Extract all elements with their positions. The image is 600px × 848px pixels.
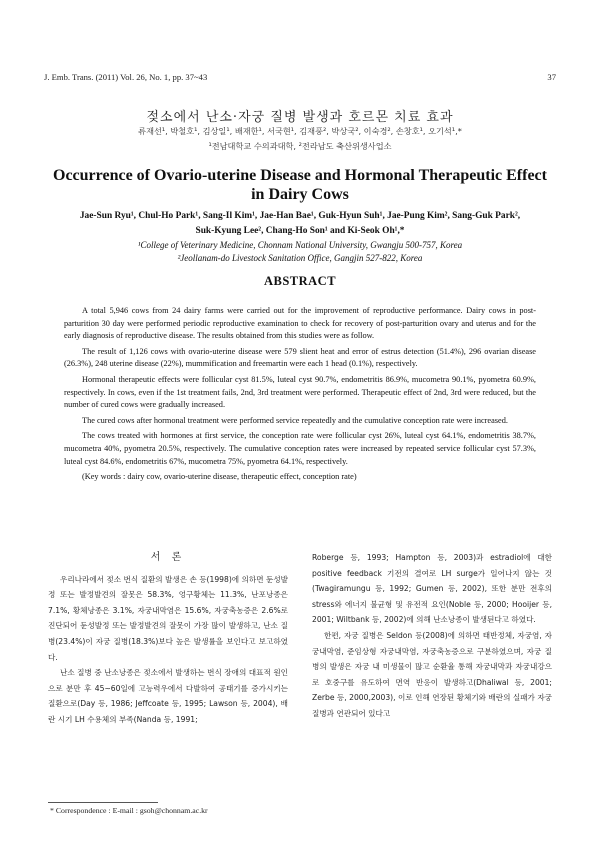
introduction-heading: 서 론 xyxy=(150,552,186,563)
english-title-line-2: in Dairy Cows xyxy=(251,186,349,203)
body-paragraph: Roberge 등, 1993; Hampton 등, 2003)과 estradiol에 대한 positive feedback 기전의 결여로 LH surge가 일어나지 않는 것(Twagiramungu 등, 1992; Gumen 등, 2002), 또한 분만 전후의 stress와 에너지 불균형 및 유전적 요인(Noble 등, 2000; Hooijer 등, 2001; Wiltbank 등, 2002)에 의해 난소낭종이 발생된다고 하였다. xyxy=(312,553,552,625)
abstract-heading: ABSTRACT xyxy=(263,274,337,288)
running-head xyxy=(44,72,556,82)
right-column xyxy=(312,550,552,722)
page-number: 37 xyxy=(547,72,556,82)
korean-affiliations: ¹전남대학교 수의과대학, ²전라남도 축산위생사업소 xyxy=(208,141,392,151)
footnote-divider xyxy=(48,802,158,803)
abstract-paragraph: A total 5,946 cows from 24 dairy farms were carried out for the improvement of reproductive performance. Dairy cows in post-parturition 30 day were performed periodic reproductive examination to check for recovery of post-parturition ovary and uterus and for the early diagnosis of reproductive disease. The results obtained from this studies were as follow. xyxy=(64,306,536,341)
journal-citation: J. Emb. Trans. (2011) Vol. 26, No. 1, pp. 37~43 xyxy=(44,72,208,82)
body-paragraph: 한편, 자궁 질병은 Seldon 등(2008)에 의하면 태반정체, 자궁염, 자궁내막염, 준임상형 자궁내막염, 자궁축농증으로 구분하였으며, 자궁 질병의 발생은 자궁 내 미생물이 많고 순환율 통해 자궁내막과 자궁내강으로 호중구를 유도하여 면역 반응이 발생하고(Dhaliwal 등, 2001; Zerbe 등, 2000,2003), 이로 인해 연장된 황체기와 배란의 실패가 자궁 질병과 연관되어 있다고 xyxy=(312,630,552,718)
english-affiliation-1: ¹College of Veterinary Medicine, Chonnam National University, Gwangju 500-757, Korea xyxy=(137,240,463,250)
english-affiliations xyxy=(0,239,600,265)
english-authors-line-2: Suk-Kyung Lee², Chang-Ho Son¹ and Ki-Seok Oh¹,* xyxy=(195,226,405,236)
english-title xyxy=(0,166,600,204)
abstract-paragraph: The result of 1,126 cows with ovario-uterine disease were 579 slient heat and error of estrus detection (51.4%), 296 ovarian disease (26.3%), 248 uterine disease (22%), mummification and freemartin were each 1 head (0.1%), respectively. xyxy=(64,346,536,369)
abstract-paragraph: The cows treated with hormones at first service, the conception rate were follicular cyst 26%, luteal cyst 64.1%, endometritis 38.7%, mucometra 40%, pyometra 20.5%, respectively. The cumulative conception rates were increased by repeated service follicular cyst 57.3%, luteal cyst 84.6%, endometritis 67%, mucometra 75%, pyometra 64.1%, respectively. xyxy=(64,431,536,466)
body-paragraph: 난소 질병 중 난소낭종은 젖소에서 발생하는 번식 장애의 대표적 원인으로 분만 후 45~60일에 고능력우에서 다발하여 공태기를 증가시키는 질환으로(Day 등, 1986; Jeffcoate 등, 1995; Lawson 등, 2004), 배란 시기 LH 수용체의 부족(Nanda 등, 1991; xyxy=(48,668,288,724)
english-affiliation-2: ²Jeollanam-do Livestock Sanitation Office, Gangjin 527-822, Korea xyxy=(177,253,423,263)
korean-authors: 류재선¹, 박철호¹, 김상일¹, 배재한¹, 서국현¹, 김재풍², 박상국², 이숙경², 손창호¹, 오기석¹,* xyxy=(138,126,462,136)
english-authors-line-1: Jae-Sun Ryu¹, Chul-Ho Park¹, Sang-Il Kim¹, Jae-Han Bae¹, Guk-Hyun Suh¹, Jae-Pung Kim², Sang-Guk Park², xyxy=(79,211,521,221)
korean-title: 젖소에서 난소·자궁 질병 발생과 호르몬 치료 효과 xyxy=(146,110,454,125)
english-title-line-1: Occurrence of Ovario-uterine Disease and Hormonal Therapeutic Effect xyxy=(53,167,547,184)
abstract-body xyxy=(64,305,536,487)
english-authors xyxy=(30,209,570,239)
body-paragraph: 우리나라에서 젖소 번식 질환의 발생은 손 등(1998)에 의하면 둔성발정 또는 발정발견의 잘못은 58.3%, 엉구황체는 11.3%, 난포낭종은 7.1%, 황체낭종은 3.1%, 자궁내막염은 15.6%, 자궁축농증은 2.6%로 진단되어 둔성발정 또는 발정발견의 잘못이 가장 많이 발생하고, 난소 질병(23.4%)이 자궁 질병(18.3%)보다 높은 발생률을 보인다고 보고하였다. xyxy=(48,574,288,662)
keywords: (Key words : dairy cow, ovario-uterine disease, therapeutic effect, conception rate) xyxy=(82,472,357,482)
correspondence-footnote: * Correspondence : E-mail : gsoh@chonnam.ac.kr xyxy=(50,806,208,815)
abstract-paragraph: The cured cows after hormonal treatment were performed service repeatedly and the cumulative conception rate were increased. xyxy=(82,415,508,425)
left-column xyxy=(48,550,288,728)
abstract-paragraph: Hormonal therapeutic effects were follicular cyst 81.5%, luteal cyst 90.7%, endometritis 86.9%, mucometra 90.1%, pyometra 60.9%, respectively. In cows, even if the 1st treatment fails, 2nd, 3rd treatment were performed. Therapeutic effect of 2nd, 3rd were reduced, but the number of cured cows were gradually increased. xyxy=(64,374,536,410)
